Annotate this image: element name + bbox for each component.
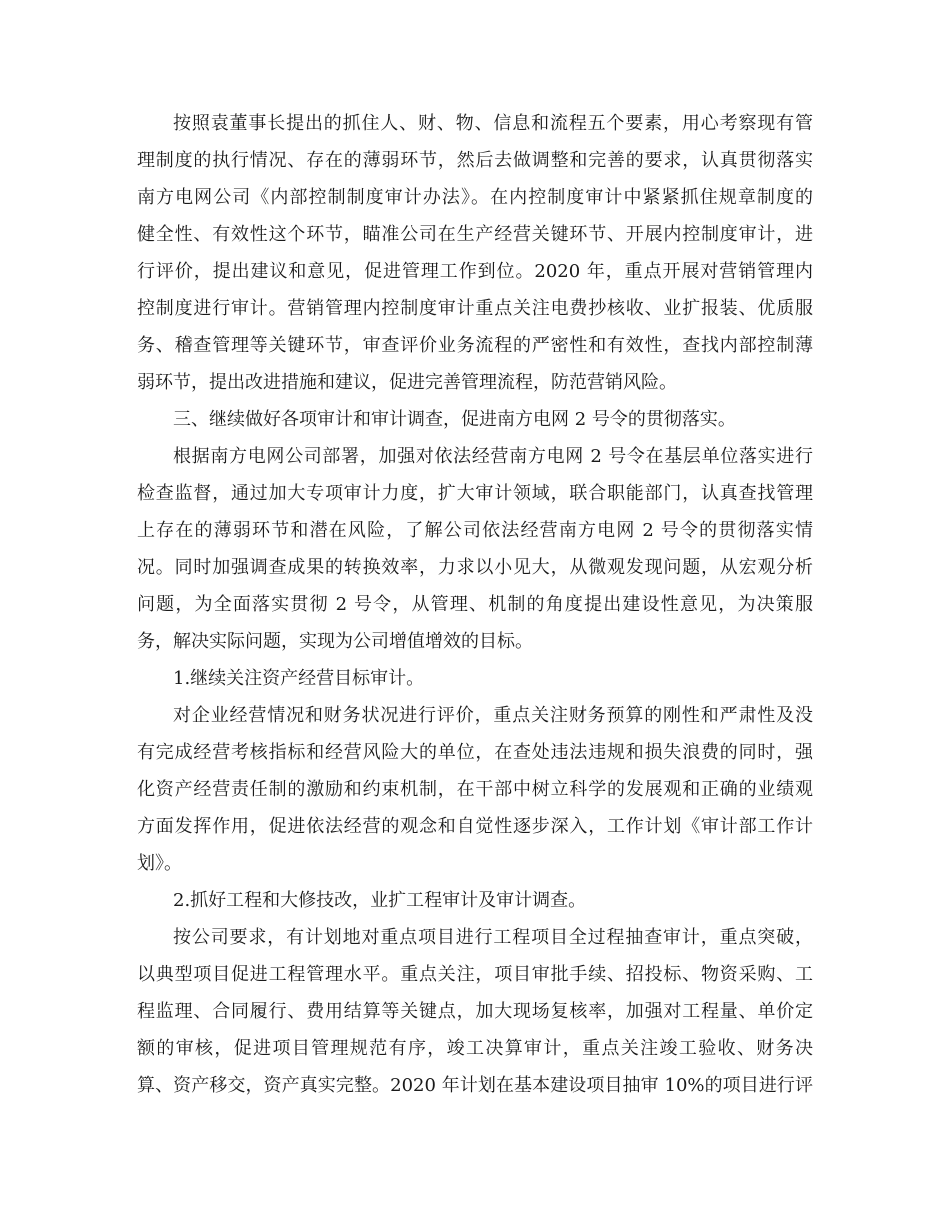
text-line: 问题，为全面落实贯彻 2 号令，从管理、机制的角度提出建设性意见，为决策服: [137, 594, 813, 615]
text-line: 以典型项目促进工程管理水平。重点关注，项目审批手续、招投标、物资采购、工: [137, 964, 813, 985]
text-line: 行评价，提出建议和意见，促进管理工作到位。2020 年，重点开展对营销管理内: [137, 261, 813, 282]
text-line: 弱环节，提出改进措施和建议，促进完善管理流程，防范营销风险。: [137, 372, 677, 393]
text-line: 务，解决实际问题，实现为公司增值增效的目标。: [137, 631, 533, 652]
text-line: 健全性、有效性这个环节，瞄准公司在生产经营关键环节、开展内控制度审计，进: [137, 224, 813, 245]
text-line: 化资产经营责任制的激励和约束机制，在干部中树立科学的发展观和正确的业绩观: [137, 779, 813, 800]
text-line: 划》。: [137, 853, 182, 874]
text-line: 有完成经营考核指标和经营风险大的单位，在查处违法违规和损失浪费的同时，强: [137, 742, 813, 763]
text-line: 额的审核，促进项目管理规范有序，竣工决算审计，重点关注竣工验收、财务决: [137, 1038, 813, 1059]
text-line: 2.抓好工程和大修技改，业扩工程审计及审计调查。: [173, 890, 587, 911]
text-line: 控制度进行审计。营销管理内控制度审计重点关注电费抄核收、业扩报装、优质服: [137, 298, 813, 319]
text-line: 上存在的薄弱环节和潜在风险，了解公司依法经营南方电网 2 号令的贯彻落实情: [137, 520, 813, 541]
text-line: 按照袁董事长提出的抓住人、财、物、信息和流程五个要素，用心考察现有管: [173, 113, 813, 134]
text-line: 根据南方电网公司部署，加强对依法经营南方电网 2 号令在基层单位落实进行: [173, 446, 813, 467]
text-line: 检查监督，通过加大专项审计力度，扩大审计领域，联合职能部门，认真查找管理: [137, 483, 813, 504]
text-line: 程监理、合同履行、费用结算等关键点，加大现场复核率，加强对工程量、单价定: [137, 1001, 813, 1022]
text-line: 算、资产移交，资产真实完整。2020 年计划在基本建设项目抽审 10%的项目进行评: [137, 1075, 813, 1096]
text-line: 理制度的执行情况、存在的薄弱环节，然后去做调整和完善的要求，认真贯彻落实: [137, 150, 813, 171]
text-line: 三、继续做好各项审计和审计调查，促进南方电网 2 号令的贯彻落实。: [173, 409, 736, 430]
text-line: 1.继续关注资产经营目标审计。: [173, 668, 425, 689]
text-line: 按公司要求，有计划地对重点项目进行工程项目全过程抽查审计，重点突破，: [173, 927, 813, 948]
text-line: 南方电网公司《内部控制制度审计办法》。在内控制度审计中紧紧抓住规章制度的: [137, 187, 813, 208]
text-line: 方面发挥作用，促进依法经营的观念和自觉性逐步深入，工作计划《审计部工作计: [137, 816, 813, 837]
text-line: 务、稽查管理等关键环节，审查评价业务流程的严密性和有效性，查找内部控制薄: [137, 335, 813, 356]
text-line: 况。同时加强调查成果的转换效率，力求以小见大，从微观发现问题，从宏观分析: [137, 557, 813, 578]
text-line: 对企业经营情况和财务状况进行评价，重点关注财务预算的刚性和严肃性及没: [173, 705, 813, 726]
